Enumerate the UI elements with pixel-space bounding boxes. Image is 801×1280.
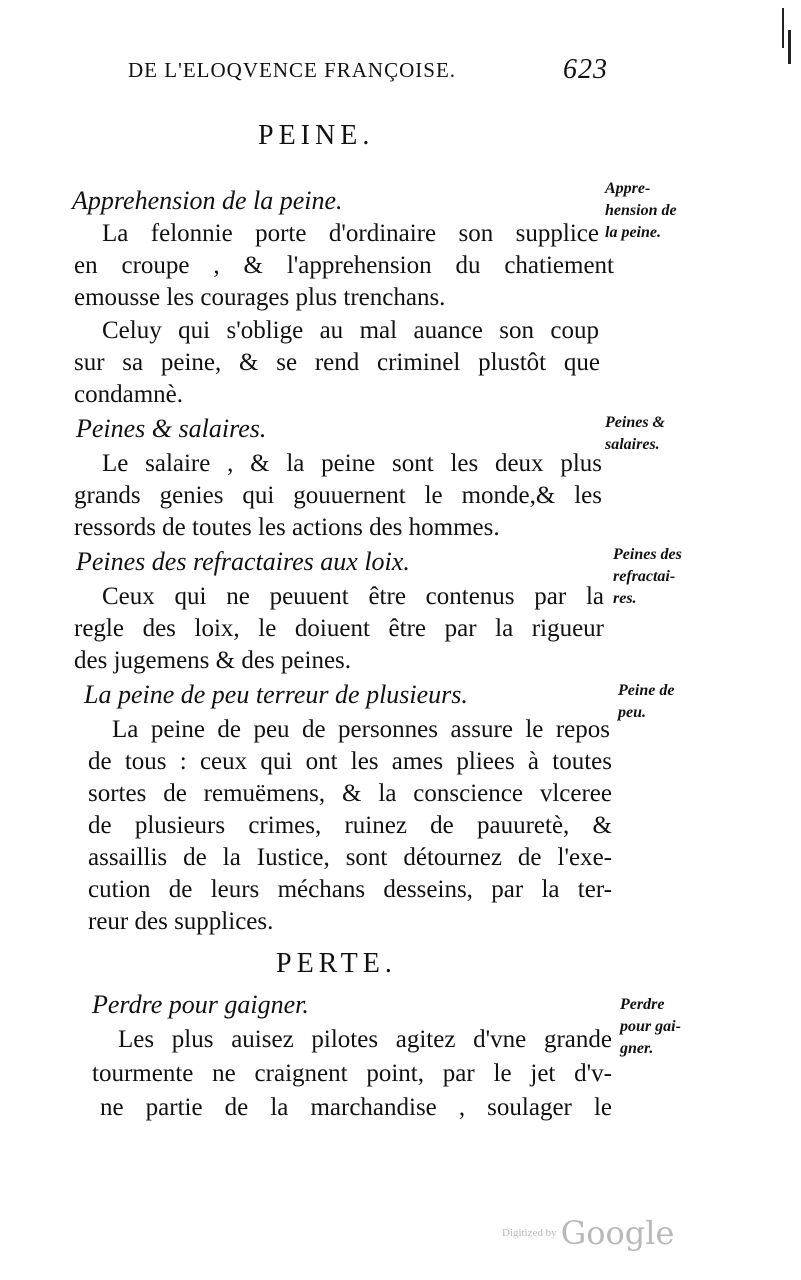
margin-note-terreur — [618, 680, 728, 724]
subheading-perdre: Perdre pour gaigner. — [92, 990, 309, 1019]
subheading-refractaires: Peines des refractaires aux loix. — [76, 547, 410, 576]
text-line: emousse les courages plus trenchans. — [74, 284, 446, 311]
margin-note-line: la peine. — [605, 224, 661, 241]
margin-note-perdre — [620, 994, 730, 1060]
margin-note-line: gner. — [620, 1040, 654, 1057]
margin-note-line: salaires. — [605, 436, 660, 453]
section-title-peine: PEINE. — [258, 120, 375, 151]
text-line: ressords de toutes les actions des hommes. — [74, 514, 500, 541]
text-line: en croupe , & l'apprehension du chatiement — [74, 252, 614, 279]
section-title-perte: PERTE. — [276, 948, 397, 979]
subheading-salaires: Peines & salaires. — [76, 414, 267, 443]
text-line: des jugemens & des peines. — [74, 647, 352, 674]
margin-note-line: Peines des — [613, 546, 682, 563]
margin-note-line: Perdre — [620, 996, 665, 1013]
margin-note-line: hension de — [605, 202, 677, 219]
text-line: grands genies qui gouuernent le monde,& les — [74, 482, 602, 509]
text-line: Le salaire , & la peine sont les deux plus — [102, 450, 602, 477]
margin-note-line: peu. — [618, 704, 646, 721]
subheading-terreur: La peine de peu terreur de plusieurs. — [84, 680, 468, 709]
margin-note-line: res. — [613, 590, 637, 607]
margin-note-apprehension — [605, 178, 715, 244]
margin-note-line: Peines & — [605, 414, 665, 431]
digitized-by-text: Digitized by — [502, 1227, 557, 1239]
text-line: La felonnie porte d'ordinaire son supplice — [102, 220, 599, 247]
margin-note-line: Peine de — [618, 682, 675, 699]
text-line: Celuy qui s'oblige au mal auance son coup — [102, 317, 599, 344]
scan-edge-mark — [782, 8, 784, 48]
text-line: ne partie de la marchandise , soulager le — [100, 1094, 612, 1121]
text-line: condamnè. — [74, 381, 183, 408]
text-line: La peine de peu de personnes assure le repos — [112, 716, 610, 743]
margin-note-line: refractai- — [613, 568, 676, 585]
google-logo: Google — [560, 1214, 675, 1252]
text-line: Les plus auisez pilotes agitez d'vne grande — [118, 1026, 612, 1053]
scan-edge-mark — [788, 30, 791, 64]
subheading-apprehension: Apprehension de la peine. — [72, 186, 343, 215]
text-line: assaillis de la Iustice, sont détournez de l'exe- — [88, 844, 612, 871]
text-line: sortes de remuëmens, & la conscience vlceree — [88, 780, 612, 807]
page-number: 623 — [563, 54, 608, 85]
text-line: cution de leurs méchans desseins, par la ter- — [88, 876, 612, 903]
margin-note-line: Appre- — [605, 180, 651, 197]
text-line: reur des supplices. — [88, 908, 274, 935]
text-line: regle des loix, le doiuent être par la rigueur — [74, 615, 604, 642]
running-title: DE L'ELOQVENCE FRANÇOISE. — [128, 58, 457, 82]
text-line: tourmente ne craignent point, par le jet d'v- — [92, 1060, 612, 1087]
digitized-watermark — [502, 1214, 674, 1252]
text-line: de plusieurs crimes, ruinez de pauuretè, & — [88, 812, 612, 839]
text-line: Ceux qui ne peuuent être contenus par la — [102, 583, 604, 610]
text-line: sur sa peine, & se rend criminel plustôt que — [74, 349, 600, 376]
margin-note-line: pour gai- — [620, 1018, 681, 1035]
margin-note-refractaires — [613, 544, 723, 610]
text-line: de tous : ceux qui ont les ames pliees à toutes — [88, 748, 612, 775]
margin-note-salaires — [605, 412, 715, 456]
